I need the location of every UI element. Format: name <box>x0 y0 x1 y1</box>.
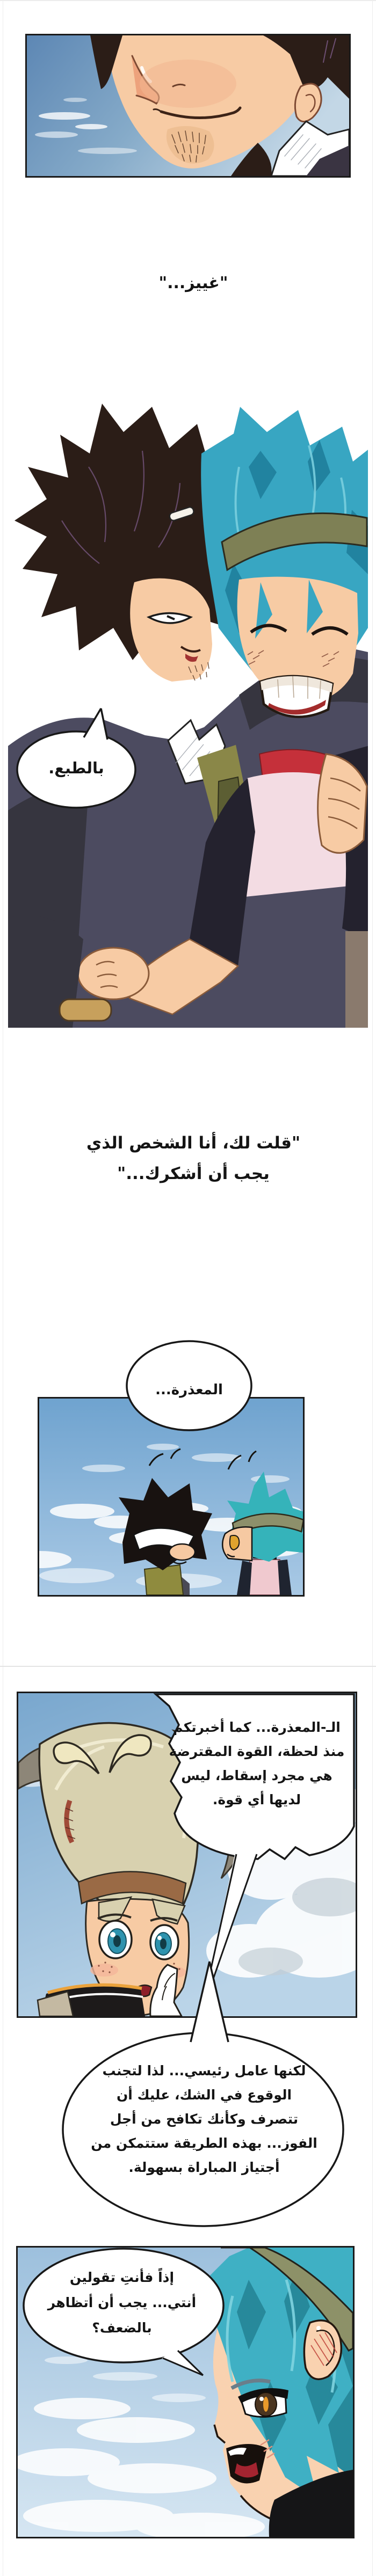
speech-bubble-of-course <box>15 704 139 811</box>
speech-bubble-main-factor <box>60 1953 346 2230</box>
bubble-main-line-2: الوقوع في الشك، عليك أن <box>116 2087 292 2103</box>
sfx-text: "غييز..." <box>158 274 228 292</box>
bubble-explain-line-2: منذ لحظة، القوة المقترضة <box>169 1744 345 1759</box>
bubble-excuse-text: المعذرة... <box>155 1382 223 1398</box>
page-edge-top <box>0 0 376 1</box>
panel-5 <box>16 2246 355 2538</box>
bubble-main-line-3: تتصرف وكأنك تكافح من أجل <box>110 2111 299 2127</box>
narration-line-2: يجب أن أشكرك..." <box>117 1164 270 1183</box>
speech-bubble-excuse <box>125 1340 254 1432</box>
page-edge-right <box>372 0 373 2576</box>
bubble-question-line-1: إذاً فأنتِ تقولين <box>69 2270 175 2285</box>
bubble-explain-line-3: هي مجرد إسقاط، ليس <box>181 1768 332 1783</box>
background-shape <box>345 931 368 1028</box>
glove <box>60 999 111 1021</box>
narration-line-1: "قلت لك، أنا الشخص الذي <box>86 1133 301 1153</box>
bubble-main-line-4: الفوز... بهذه الطريقة ستتمكن من <box>91 2135 317 2151</box>
bubble-explain-line-1: الـ-المعذرة... كما أخبرتكم <box>173 1719 341 1735</box>
bubble-of-course-text: بالطبع. <box>48 759 104 777</box>
section-separator <box>0 1666 376 1667</box>
bubble-question-line-3: بالضعف؟ <box>92 2320 152 2336</box>
panel-1-art <box>27 35 349 176</box>
bubble-main-line-5: أجتياز المباراة بسهولة. <box>128 2160 280 2175</box>
panel-1 <box>25 34 351 178</box>
panel-5-art <box>18 2248 353 2537</box>
bubble-question-line-2: أنتي... يجب أن أتظاهر <box>47 2295 197 2310</box>
bubble-explain-line-4: لديها أي قوة. <box>212 1792 301 1807</box>
bubble-main-line-1: لكنها عامل رئيسي... لذا لتجنب <box>102 2063 306 2079</box>
